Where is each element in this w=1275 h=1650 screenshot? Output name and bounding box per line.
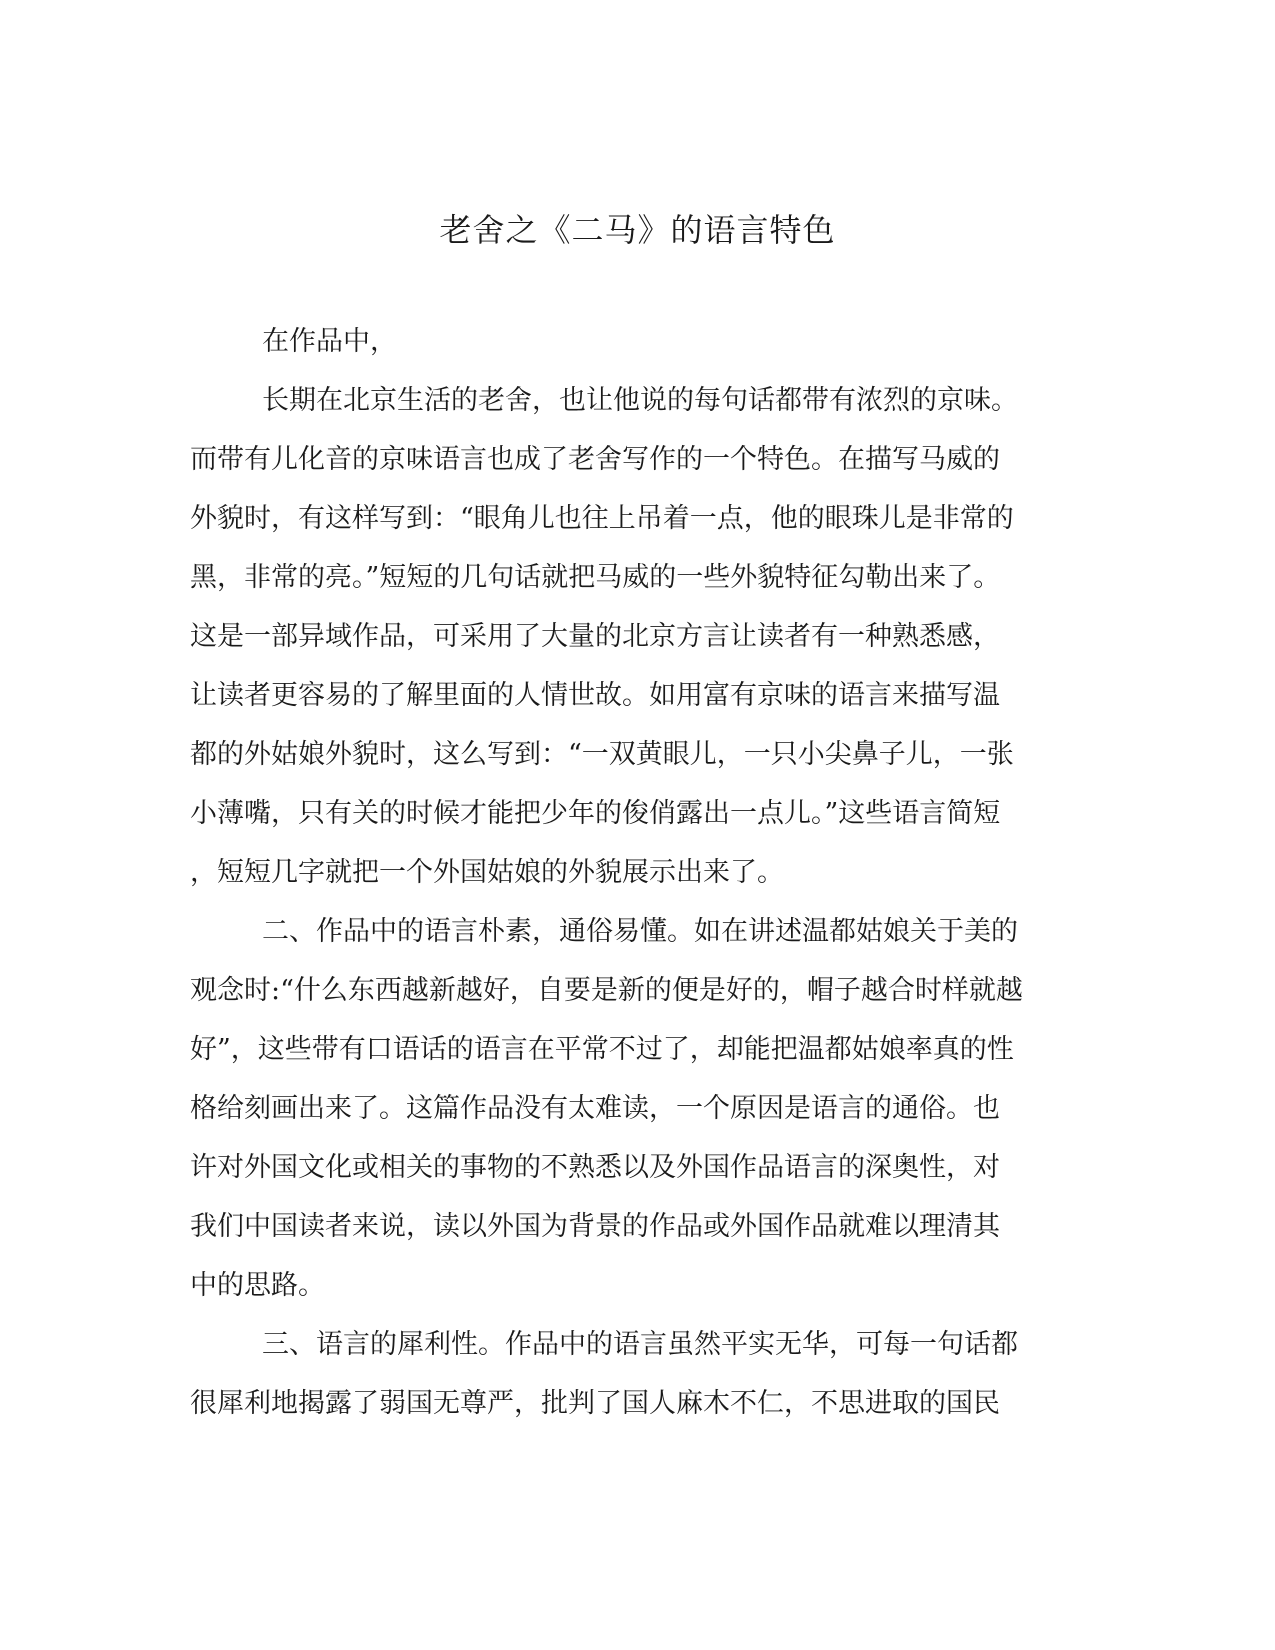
paragraph-line: 外貌时，有这样写到：“眼角儿也往上吊着一点，他的眼珠儿是非常的 (190, 503, 1014, 534)
paragraph-line: 格给刻画出来了。这篇作品没有太难读，一个原因是语言的通俗。也 (190, 1093, 1000, 1124)
paragraph-line: 许对外国文化或相关的事物的不熟悉以及外国作品语言的深奥性，对 (190, 1152, 1000, 1183)
paragraph-line: 而带有儿化音的京味语言也成了老舍写作的一个特色。在描写马威的 (190, 444, 1000, 475)
paragraph-line: 这是一部异域作品，可采用了大量的北京方言让读者有一种熟悉感， (190, 621, 1000, 652)
paragraph-line: 中的思路。 (190, 1270, 325, 1301)
paragraph-line: 很犀利地揭露了弱国无尊严，批判了国人麻木不仁，不思进取的国民 (190, 1388, 1000, 1419)
paragraph-line: 黑，非常的亮。”短短的几句话就把马威的一些外貌特征勾勒出来了。 (190, 562, 1001, 593)
paragraph-line: ，短短几字就把一个外国姑娘的外貌展示出来了。 (190, 857, 784, 888)
paragraph-line: 三、语言的犀利性。作品中的语言虽然平实无华，可每一句话都 (262, 1329, 1018, 1360)
paragraph-line: 二、作品中的语言朴素，通俗易懂。如在讲述温都姑娘关于美的 (262, 916, 1018, 947)
paragraph-line: 观念时:“什么东西越新越好，自要是新的便是好的，帽子越合时样就越 (190, 975, 1023, 1006)
paragraph-line: 在作品中， (262, 326, 397, 357)
paragraph-line: 让读者更容易的了解里面的人情世故。如用富有京味的语言来描写温 (190, 680, 1000, 711)
paragraph-line: 长期在北京生活的老舍，也让他说的每句话都带有浓烈的京味。 (262, 385, 1018, 416)
document-title: 老舍之《二马》的语言特色 (439, 211, 836, 249)
paragraph-line: 好”，这些带有口语话的语言在平常不过了，却能把温都姑娘率真的性 (190, 1034, 1014, 1065)
paragraph-line: 我们中国读者来说，读以外国为背景的作品或外国作品就难以理清其 (190, 1211, 1000, 1242)
paragraph-line: 小薄嘴，只有关的时候才能把少年的俊俏露出一点儿。”这些语言简短 (190, 798, 1001, 829)
paragraph-line: 都的外姑娘外貌时，这么写到：“一双黄眼儿，一只小尖鼻子儿，一张 (190, 739, 1014, 770)
